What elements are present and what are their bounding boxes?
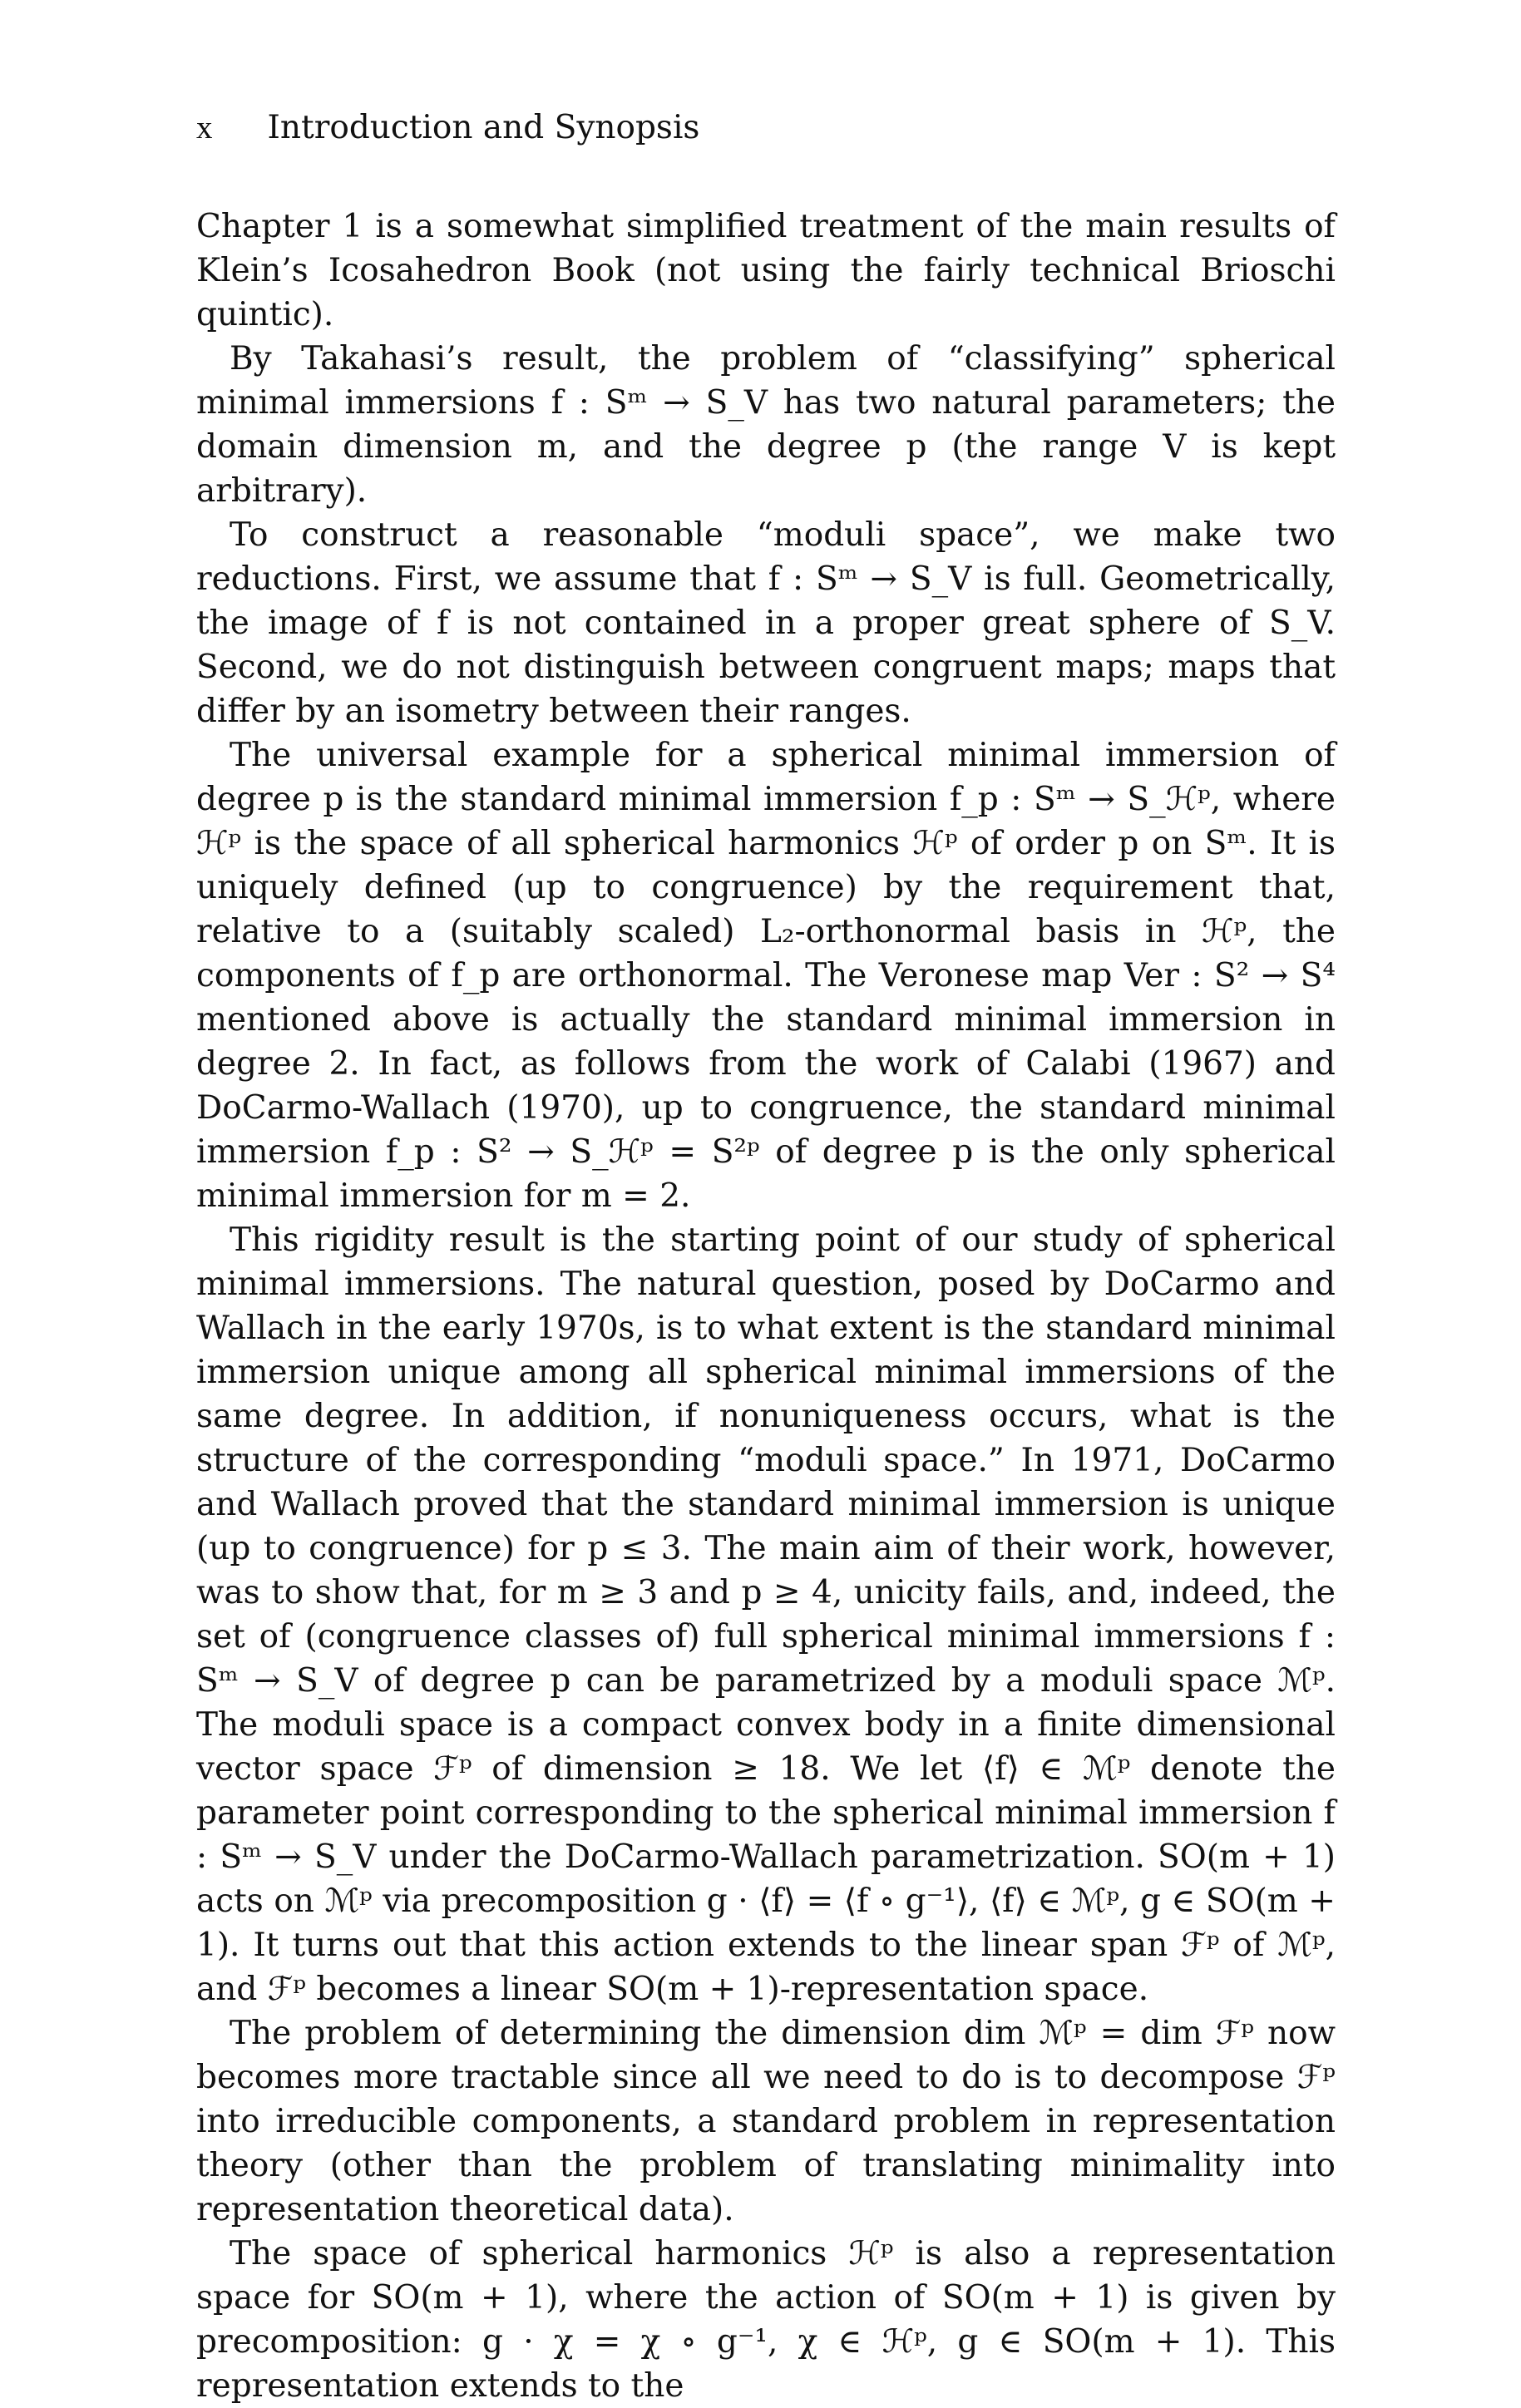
paragraph-takahasi: By Takahasi’s result, the problem of “classifying” spherical minimal immersions f : Sᵐ → S_V has two natural parameters; the domain dimension m, and the degree p (the range V is kept arbitrary). — [196, 340, 1336, 510]
running-title: Introduction and Synopsis — [267, 109, 700, 146]
book-page — [196, 108, 1336, 2408]
running-head — [196, 108, 1336, 148]
paragraph-dimension: The problem of determining the dimension dim ℳᵖ = dim ℱᵖ now becomes more tractable since all we need to do is to decompose ℱᵖ into irreducible components, a standard problem in representation theory (other than the problem of translating minimality into representation theoretical data). — [196, 2015, 1336, 2228]
page-number: x — [196, 110, 213, 146]
paragraph-universal-example: The universal example for a spherical minimal immersion of degree p is the standard minimal immersion f_p : Sᵐ → S_ℋᵖ, where ℋᵖ is the space of all spherical harmonics ℋᵖ of order p on Sᵐ. It is uniquely defined (up to congruence) by the requirement that, relative to a (suitably scaled) L₂-orthonormal basis in ℋᵖ, the components of f_p are orthonormal. The Veronese map Ver : S² → S⁴ mentioned above is actually the standard minimal immersion in degree 2. In fact, as follows from the work of Calabi (1967) and DoCarmo-Wallach (1970), up to congruence, the standard minimal immersion f_p : S² → S_ℋᵖ = S²ᵖ of degree p is the only spherical minimal immersion for m = 2. — [196, 737, 1336, 1215]
paragraph-spherical-harmonics: The space of spherical harmonics ℋᵖ is also a representation space for SO(m + 1), where the action of SO(m + 1) is given by precomposition: g · χ = χ ∘ g⁻¹, χ ∈ ℋᵖ, g ∈ SO(m + 1). This representation extends to the — [196, 2235, 1336, 2405]
paragraph-moduli-space: To construct a reasonable “moduli space”, we make two reductions. First, we assume that f : Sᵐ → S_V is full. Geometrically, the image of f is not contained in a proper great sphere of S_V. Second, we do not distinguish between congruent maps; maps that differ by an isometry between their ranges. — [196, 516, 1336, 730]
paragraph-rigidity: This rigidity result is the starting point of our study of spherical minimal immersions. The natural question, posed by DoCarmo and Wallach in the early 1970s, is to what extent is the standard minimal immersion unique among all spherical minimal immersions of the same degree. In addition, if nonuniqueness occurs, what is the structure of the corresponding “moduli space.” In 1971, DoCarmo and Wallach proved that the standard minimal immersion is unique (up to congruence) for p ≤ 3. The main aim of their work, however, was to show that, for m ≥ 3 and p ≥ 4, unicity fails, and, indeed, the set of (congruence classes of) full spherical minimal immersions f : Sᵐ → S_V of degree p can be parametrized by a moduli space ℳᵖ. The moduli space is a compact convex body in a finite dimensional vector space ℱᵖ of dimension ≥ 18. We let ⟨f⟩ ∈ ℳᵖ denote the parameter point corresponding to the spherical minimal immersion f : Sᵐ → S_V under the DoCarmo-Wallach parametrization. SO(m + 1) acts on ℳᵖ via precomposition g · ⟨f⟩ = ⟨f ∘ g⁻¹⟩, ⟨f⟩ ∈ ℳᵖ, g ∈ SO(m + 1). It turns out that this action extends to the linear span ℱᵖ of ℳᵖ, and ℱᵖ becomes a linear SO(m + 1)-representation space. — [196, 1221, 1336, 2008]
paragraph-chapter-1: Chapter 1 is a somewhat simplified treatment of the main results of Klein’s Icosahedron Book (not using the fairly technical Brioschi quintic). — [196, 208, 1336, 333]
